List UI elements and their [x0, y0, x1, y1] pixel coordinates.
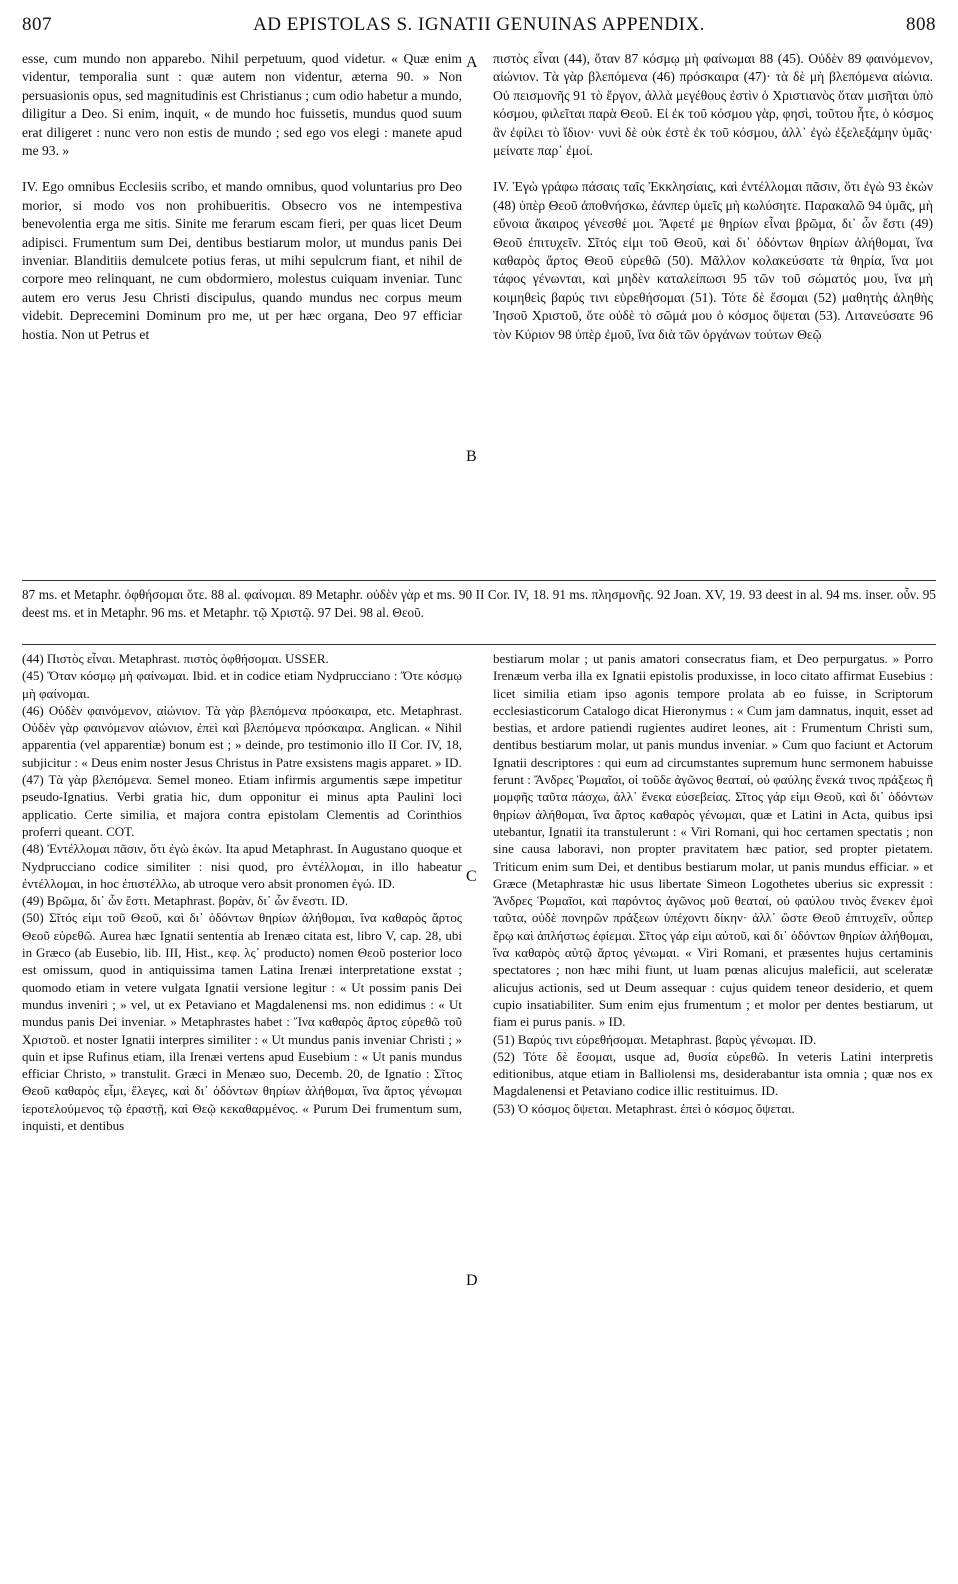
note: (53) Ὁ κόσμος ὄψεται. Metaphrast. ἐπεὶ ὁ κόσμος ὄψεται.	[493, 1100, 795, 1116]
section-marker-a: A	[466, 54, 478, 71]
note: (47) Τὰ γὰρ βλεπόμενα. Semel moneo. Etiam infirmis argumentis sæpe impetitur pseudo-Ignatius. Verbi gratia hic, dum opponitur ei minus apta Paulini loci applicatio. Certe similia, et majora contra epistolam Clementis ad Corinthios proferri queant. COT.	[22, 772, 462, 839]
page-number-left: 807	[22, 14, 52, 35]
note: (50) Σῖτός εἰμι τοῦ Θεοῦ, καὶ δι᾽ ὀδόντων θηρίων ἀλήθομαι, ἵνα καθαρὸς ἄρτος Θεοῦ εὑρεθῶ. Aurea hæc Ignatii sententia ab Irenæo citata est, libro V, cap. 28, ubi in Græco (ab Eusebio, lib. III, Hist., κεφ. λς᾽ producto) nomen Θεοῦ posterior loco est omissum, quod in antiquissima tamen Latina Irenæi interpretatione exstat ; quomodo etiam in vetere vulgata Ignatii versione legitur : « Ut possim panis Dei mundus inveniri ; » vel, ut ex Petaviano et Magdalenensi ms. non edidimus : « Ut mundus panis Dei inveniar. » Metaphrastes habet : Ἵνα καθαρὸς ἄρτος εὑρεθῶ τοῦ Χριστοῦ. et noster Ignatii interpres similiter : « Ut mundus panis inveniar Christi ; » quin et ipse Rufinus etiam, illa Irenæi vertens apud Eusebium : « Ut panis mundus efficiar Christo, » transtulit. Græci in Menæo suo, Decemb. 20, de Ignatio : Σῖτος Θεοῦ καθαρὸς εἶμι, ἔλεγες, καὶ δι᾽ ὀδόντων θηρίων ἀλήθομαι, ἵνα ἄρτος γένωμαι ἱεροτελούμενος τῷ ἐραστῇ, καὶ Θεῷ κεκαθαρμένος. « Purum Dei frumentum sum, inquisti, et dentibus	[22, 910, 462, 1134]
note: (46) Οὐδὲν φαινόμενον, αἰώνιον. Τὰ γὰρ βλεπόμενα πρόσκαιρα, etc. Metaphrast. Οὐδὲν γὰρ φαινόμενον αἰώνιον, ἐπεὶ καὶ βλεπόμενα πρόσκαιρα. Anglican. « Nihil apparentia (vel apparentiæ) bonum est ; » deinde, pro testimonio illo II Cor. IV, 18, subjicitur : « Deus enim noster Jesus Christus in Patre exsistens magis apparet. » ID.	[22, 702, 462, 770]
section-marker-d: D	[466, 1272, 478, 1289]
section-marker-c: C	[466, 868, 477, 885]
latin-paragraph: esse, cum mundo non apparebo. Nihil perpetuum, quod videtur. « Quæ enim videntur, temporalia sunt : quæ autem non videntur, æterna 90. » Non persuasionis opus, sed magnitudinis est Christianus ; cum odio habetur a mundo, diligitur a Deo. Si enim, inquit, « de mundo hoc fuissetis, mundus quod suum erat diligeret : nunc vero non estis de mundo ; sed ego vos elegi : manete apud me 93. »	[22, 51, 462, 159]
note: (52) Τότε δὲ ἔσομαι, usque ad, θυσία εὑρεθῶ. In veteris Latini interpretis editionibus, atque etiam in Balliolensi ms, desiderabantur ista omnia ; quæ nos ex Magdalenensi et Petaviano codice illic restituimus. ID.	[493, 1048, 933, 1099]
variant-footnotes: 87 ms. et Metaphr. ὀφθήσομαι ὅτε. 88 al. φαίνομαι. 89 Metaphr. οὐδὲν γὰρ et ms. 90 II Cor. IV, 18. 91 ms. πλησμονῆς. 92 Joan. XV, 19. 93 deest in al. 94 ms. inser. οὖν. 95 deest ms. et in Metaphr. 96 ms. et Metaphr. τῷ Χριστῷ. 97 Dei. 98 al. Θεοῦ.	[22, 587, 936, 621]
note: bestiarum molar ; ut panis amatori consecratus fiam, et Deo perpurgatus. » Porro Irenæum verba illa ex Ignatii epistolis produxisse, in loco citato affirmat Eusebius : licet similia etiam ipso agonis tempore prolata ab eo fuisse, in Scriptorum ecclesiasticorum Catalogo dicat Hieronymus : « Cum jam damnatus, inquit, esset ad bestias, et ardore patiendi rugientes audiret leones, ait : Frumentum Christi sum, dentibus bestiarum molar, ut panis mundus inveniar. » Cum quo faciunt et Actorum Ignatii descriptores : qui eum ad circumstantes supremum hunc sermonem habuisse ferunt : Ἄνδρες Ῥωμαῖοι, οἱ τοῦδε ἀγῶνος θεαταί, οὐ φαύλης ἕνεκά τινος πράξεως ἢ μομφῆς ταῦτα πάσχω, ἀλλ᾽ ἕνεκα εὐσεβείας. Σῖτος γάρ εἰμι Θεοῦ, καὶ δι᾽ ὀδόντων θηρίων ἀλήθομαι, ἵνα ἄρτος καθαρὸς γένωμαι, quæ et Latini in Acta, quibus ipsi utebantur, Ignatii ita transtulerunt : « Viri Romani, qui hoc certamen spectatis ; non sine causa laboravi, non propter pravitatem hæc patior, sed propter pietatem. Triticum enim sum Dei, et dentibus bestiarum molar, ut panis mundus efficiar. » et Græce (Metaphrastæ hic usus libertate Simeon Logothetes uberius sic expressit : Ἄνδρες Ῥωμαῖοι, καὶ παρόντος ἀγῶνος μοῦ θεαταί, οὐ φαύλου τινὸς ἕνεκεν ἐμοὶ ταῦτα, οὐδὲ πονηρῶν πράξεων ὑπέχοντι δίκην· ἀλλ᾽ ὥστε Θεοῦ ἐπιτυχεῖν, οὗπερ ἔρῳ καὶ ἀπλήστως ἐφίεμαι. Σῖτος γάρ εἰμι αὐτοῦ, καὶ δι᾽ ὀδόντων θηρίων ἀλήθομαι, ἵνα καθαρὸς αὐτῷ ἄρτος γένωμαι. « Viri Romani, et præsentes hujus certaminis spectatores ; non hæc mihi fiunt, ut luam pœnas alicujus maleficii, aut sceleratæ alicujus actionis, sed ut Deum assequar : cujus quidem teneor desiderio, et quem cupio insatiabiliter. Sum enim ejus frumentum ; et molor per dentes bestiarum, ut fiam ei purus panis. » ID.	[493, 651, 933, 1030]
notes-column-left	[22, 650, 462, 1134]
section-marker-b: B	[466, 448, 477, 465]
note: (49) Βρῶμα, δι᾽ ὧν ἔστι. Metaphrast. βορὰν, δι᾽ ὧν ἔνεστι. ID.	[22, 893, 349, 909]
running-title: AD EPISTOLAS S. IGNATII GENUINAS APPENDIX.	[253, 14, 705, 35]
note: (44) Πιστὸς εἶναι. Metaphrast. πιστὸς ὀφθήσομαι. USSER.	[22, 651, 329, 666]
page-number-right: 808	[906, 14, 936, 35]
notes-column-right	[493, 650, 933, 1117]
greek-text-column	[493, 50, 933, 344]
note: (45) Ὅταν κόσμῳ μὴ φαίνωμαι. Ibid. et in codice etiam Nydprucciano : Ὅτε κόσμῳ μὴ φαίνομαι.	[22, 668, 462, 701]
page-header	[22, 14, 936, 42]
latin-text-column	[22, 50, 462, 344]
latin-paragraph: IV. Ego omnibus Ecclesiis scribo, et mando omnibus, quod voluntarius pro Deo morior, si modo vos non prohibueritis. Obsecro vos ne intempestiva benevolentia erga me sitis. Sinite me ferarum escam fieri, per quas licet Deum adipisci. Frumentum sum Dei, dentibus bestiarum molor, ut mundus panis Dei inveniar. Blanditiis demulcete potius feras, ut mihi sepulcrum fiant, et nihil de corpore meo relinquant, ne cum obdormiero, molestus cuiquam inveniar. Tunc autem ero verus Jesu Christi discipulus, quando mundus nec corpus meum videbit. Deprecemini Dominum pro me, ut per hæc organa, Deo 97 efficiar hostia. Non ut Petrus et	[22, 179, 462, 342]
greek-paragraph: IV. Ἐγὼ γράφω πάσαις ταῖς Ἐκκλησίαις, καὶ ἐντέλλομαι πᾶσιν, ὅτι ἐγὼ 93 ἑκὼν (48) ὑπὲρ Θεοῦ ἀποθνήσκω, ἐάνπερ ὑμεῖς μὴ κωλύσητε. Παρακαλῶ 94 ὑμᾶς, μὴ εὔνοια ἄκαιρος γένεσθέ μοι. Ἄφετέ με θηρίων εἶναι βρῶμα, δι᾽ ὧν ἔστι (49) Θεοῦ ἐπιτυχεῖν. Σῖτός εἰμι τοῦ Θεοῦ, καὶ δι᾽ ὀδόντων θηρίων ἀλήθομαι, ἵνα καθαρὸς ἄρτος Θεοῦ εὑρεθῶ (50). Μᾶλλον κολακεύσατε τὰ θηρία, ἵνα μοι τάφος γένωνται, καὶ μηδὲν καταλείπωσι 95 τῶν τοῦ σώματός μου, ἵνα μὴ κοιμηθεὶς βαρύς τινι εὑρεθήσομαι (51). Τότε δὲ ἔσομαι (52) μαθητὴς ἀληθὴς Ἰησοῦ Χριστοῦ, ὅτε οὐδὲ τὸ σῶμά μου ὁ κόσμος ὄψεται (53). Λιτανεύσατε 96 τὸν Κύριον 98 ὑπὲρ ἐμοῦ, ἵνα διὰ τῶν ὀργάνων τούτων Θεῷ	[493, 179, 933, 342]
divider	[22, 644, 936, 645]
note: (48) Ἐντέλλομαι πᾶσιν, ὅτι ἐγὼ ἑκὼν. Ita apud Metaphrast. In Augustano quoque et Nydprucciano codice similiter : nisi quod, pro ἐντέλλομαι, in illo habeatur ἐντέλλομαι, in hoc ἐπιστέλλω, ab utroque vero absit pronomen ἐγώ. ID.	[22, 841, 462, 891]
divider	[22, 580, 936, 581]
note: (51) Βαρύς τινι εὑρεθήσομαι. Metaphrast. βαρὺς γένωμαι. ID.	[493, 1031, 817, 1047]
greek-paragraph: πιστὸς εἶναι (44), ὅταν 87 κόσμῳ μὴ φαίνωμαι 88 (45). Οὐδὲν 89 φαινόμενον, αἰώνιον. Τὰ γὰρ βλεπόμενα (46) πρόσκαιρα (47)· τὰ δὲ μὴ βλεπόμενα αἰώνια. Οὐ πεισμονῆς 91 τὸ ἔργον, ἀλλὰ μεγέθους ἐστὶν ὁ Χριστιανὸς ὅταν μισῆται ὑπὸ κόσμου, φιλεῖται παρὰ Θεοῦ. Εἰ ἐκ τοῦ κόσμου γὰρ, φησὶ, τοῦτου ἦτε, ὁ κόσμος ἂν ἐφίλει τὸ ἴδιον· νυνὶ δὲ οὐκ ἐστὲ ἐκ τοῦ κόσμου, ἀλλ᾽ ἐγὼ ἐξελεξάμην ὑμᾶς· μείνατε παρ᾽ ἐμοί.	[493, 51, 933, 159]
